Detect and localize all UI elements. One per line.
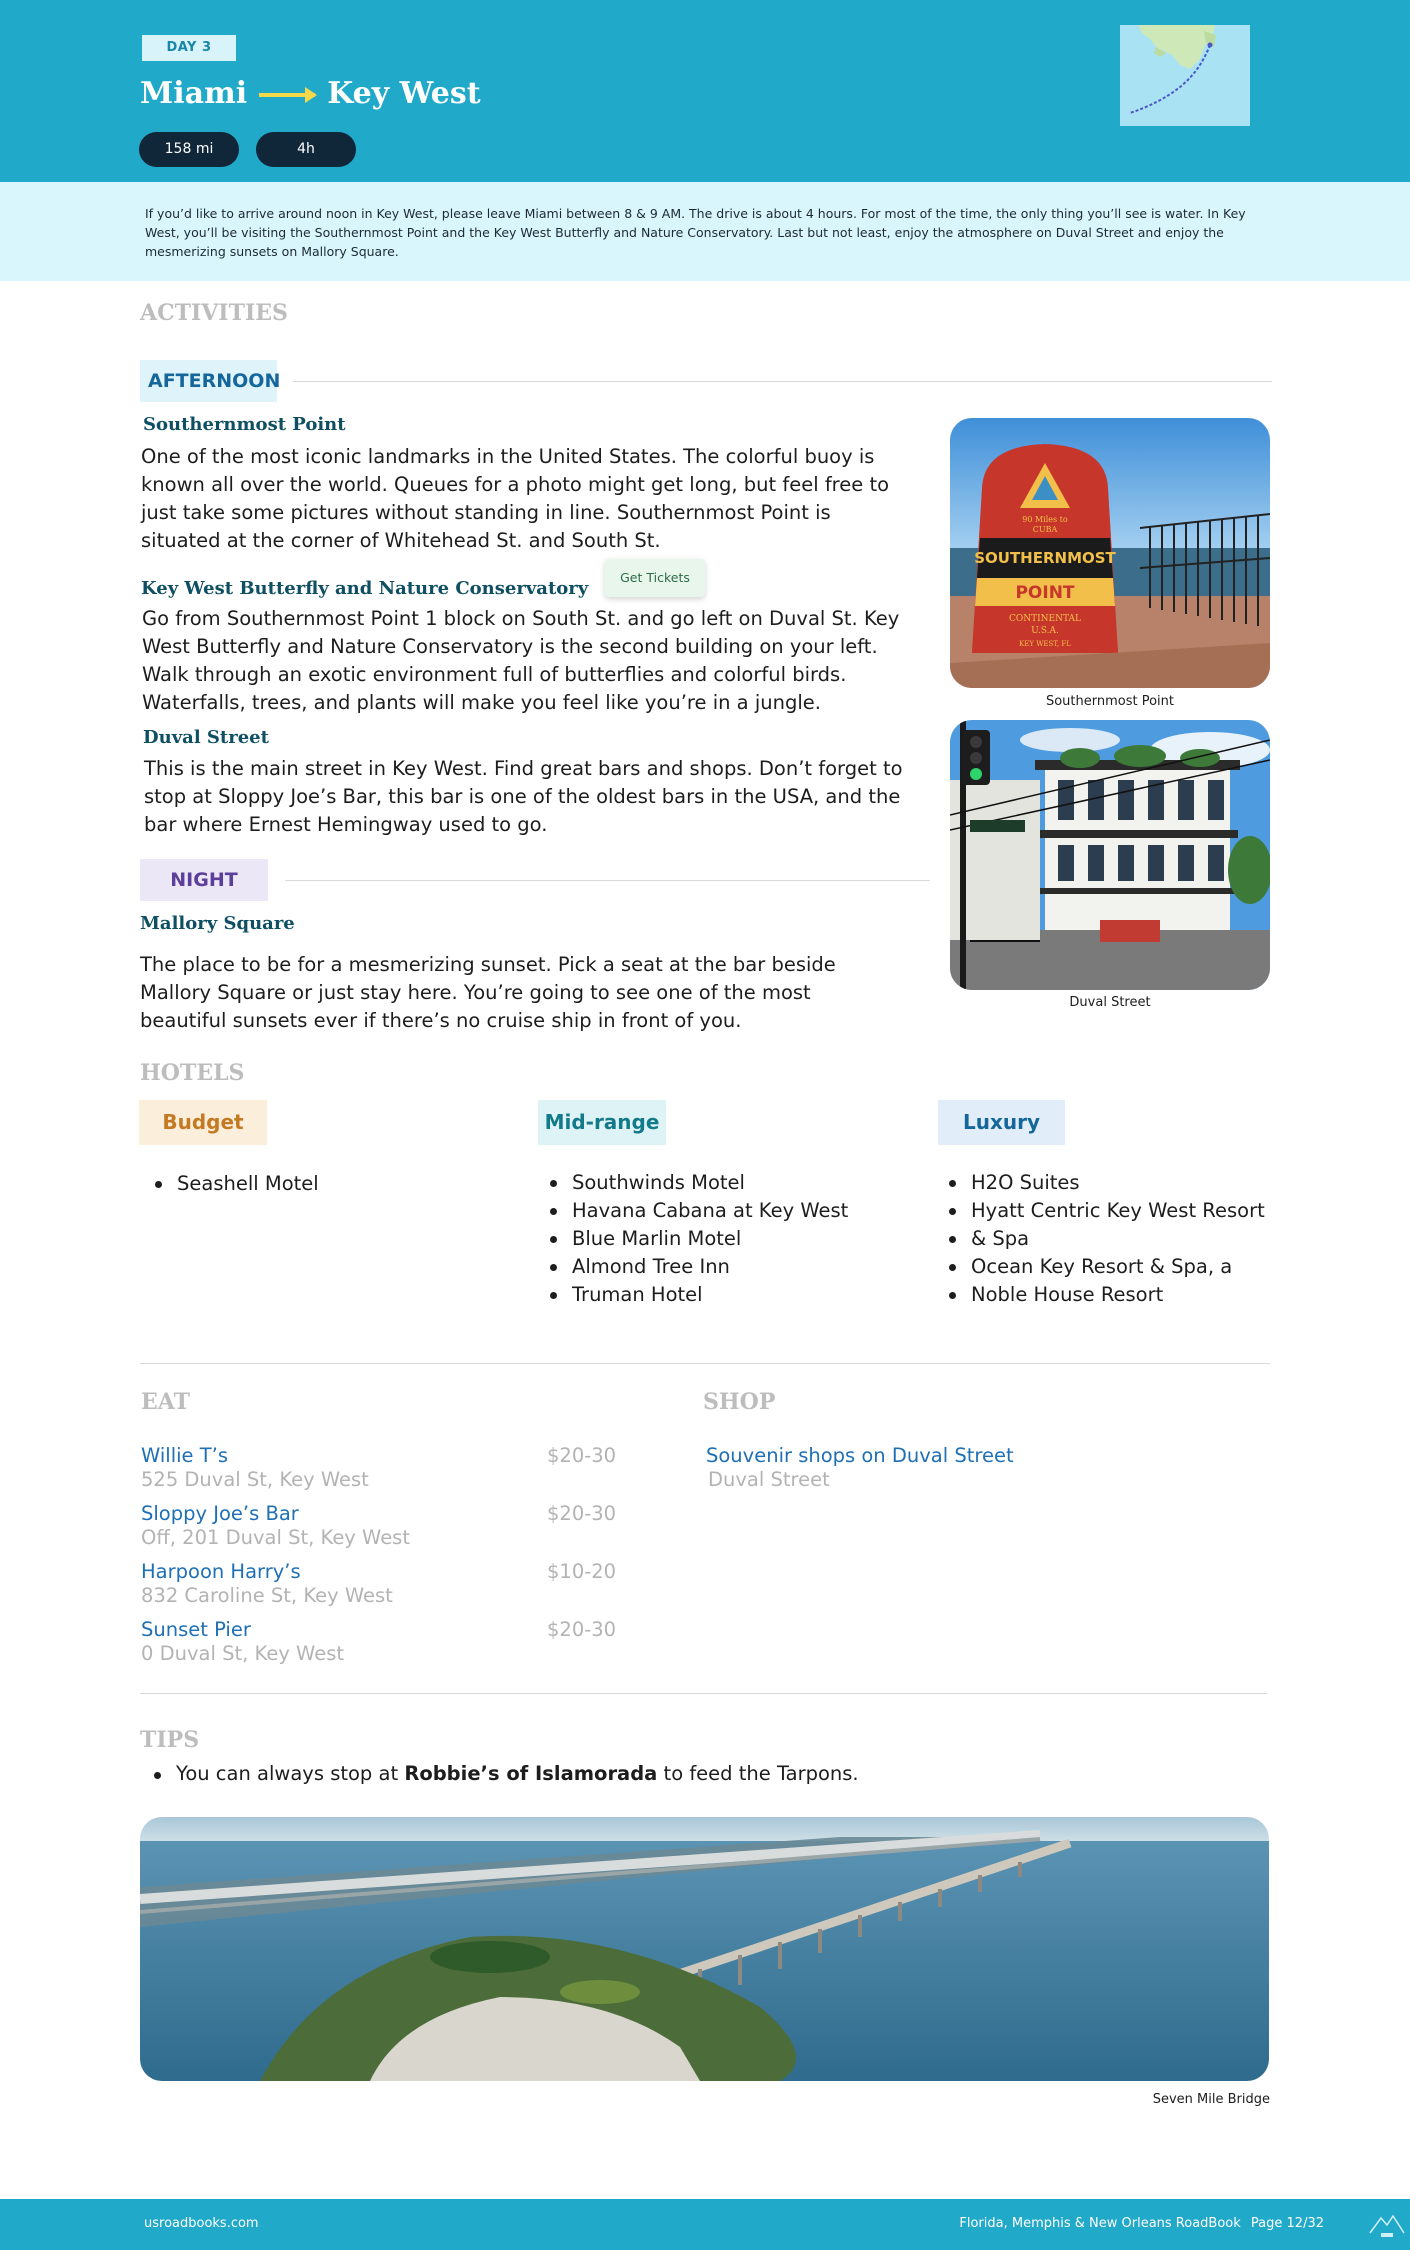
southernmost-point-photo	[950, 418, 1270, 688]
hotels-divider	[140, 1363, 1270, 1364]
budget-hotel-list	[153, 1170, 453, 1198]
activity-title-mallory: Mallory Square	[140, 913, 295, 934]
eat-heading: EAT	[141, 1389, 191, 1415]
night-divider	[285, 880, 930, 881]
restaurant-link[interactable]: Willie T’s	[141, 1444, 228, 1467]
activity-body-mallory: The place to be for a mesmerizing sunset. Pick a seat at the bar beside Mallory Square or just stay here. You’re going to see one of the most beautiful sunsets ever if there’s no cruise ship in front of you.	[140, 953, 836, 1032]
activity-body-butterfly: Go from Southernmost Point 1 block on South St. and go left on Duval St. Key West Butterfly and Nature Conservatory is the second building on your left. Walk through an exotic environment full of butterflies and colorful birds. Waterfalls, trees, and plants will make you feel like you’re in a jungle.	[142, 607, 900, 714]
restaurant-link[interactable]: Harpoon Harry’s	[141, 1560, 301, 1583]
restaurant-link[interactable]: Sunset Pier	[141, 1618, 251, 1641]
activities-heading: ACTIVITIES	[140, 300, 288, 326]
hotel-item[interactable]: Seashell Motel	[153, 1170, 453, 1198]
restaurant-address: 525 Duval St, Key West	[141, 1468, 369, 1491]
footer-book-title: Florida, Memphis & New Orleans RoadBook	[959, 2216, 1241, 2231]
eat-shop-divider	[140, 1693, 1267, 1694]
route-destination: Key West	[327, 75, 481, 111]
duval-street-caption: Duval Street	[1069, 995, 1151, 1010]
page-footer	[0, 2199, 1410, 2250]
night-label: NIGHT	[140, 859, 268, 901]
buoy-text-5: CONTINENTAL	[1008, 614, 1082, 624]
activity-body-duval: This is the main street in Key West. Find great bars and shops. Don’t forget to stop at Sloppy Joe’s Bar, this bar is one of the oldest bars in the USA, and the bar where Ernest Hemingway used to go.	[144, 757, 903, 836]
restaurant-price: $20-30	[547, 1502, 617, 1525]
tips-heading: TIPS	[140, 1727, 200, 1753]
restaurant-address: 0 Duval St, Key West	[141, 1642, 344, 1665]
footer-page-number: Page 12/32	[1250, 2216, 1324, 2231]
duration-badge: 4h	[256, 132, 356, 167]
restaurant-address: 832 Caroline St, Key West	[141, 1584, 393, 1607]
intro-text: If you’d like to arrive around noon in Key West, please leave Miami between 8 & 9 AM. The drive is about 4 hours. For most of the time, the only thing you’ll see is water. In Key West, you’ll be visiting the Southernmost Point and the Key West Butterfly and Nature Conservatory. Last but not least, enjoy the atmosphere on Duval Street and enjoy the mesmerizing sunsets on Mallory Square.	[145, 206, 1246, 259]
mid-range-hotel-list	[548, 1169, 908, 1309]
restaurant-price: $20-30	[547, 1618, 617, 1641]
activity-title-southernmost: Southernmost Point	[143, 414, 346, 435]
hotel-item[interactable]: Ocean Key Resort & Spa, a	[947, 1253, 1287, 1281]
tip-item	[140, 1762, 859, 1785]
route-map-thumbnail[interactable]	[1120, 25, 1250, 126]
tip-text-after: to feed the Tarpons.	[657, 1762, 859, 1785]
buoy-text-7: KEY WEST, FL	[1019, 640, 1071, 648]
luxury-tier-label: Luxury	[938, 1100, 1065, 1145]
activity-title-duval: Duval Street	[143, 727, 269, 748]
hotel-item[interactable]: H2O Suites	[947, 1169, 1287, 1197]
hotel-item-continued[interactable]	[947, 1281, 1287, 1309]
day-badge: DAY 3	[142, 35, 236, 61]
hotel-item[interactable]: Almond Tree Inn	[548, 1253, 908, 1281]
hotel-item[interactable]: Blue Marlin Motel	[548, 1225, 908, 1253]
mountain-logo-icon	[1368, 2209, 1406, 2239]
restaurant-price: $10-20	[547, 1560, 617, 1583]
seven-mile-bridge-caption: Seven Mile Bridge	[1152, 2092, 1270, 2107]
mid-range-tier-label: Mid-range	[538, 1100, 666, 1145]
distance-badge: 158 mi	[139, 132, 239, 167]
luxury-hotel-list	[947, 1169, 1287, 1309]
hotel-item[interactable]: Hyatt Centric Key West Resort	[947, 1197, 1287, 1225]
shop-heading: SHOP	[703, 1389, 776, 1415]
hotel-item[interactable]: Truman Hotel	[548, 1281, 908, 1309]
hotel-item[interactable]: Havana Cabana at Key West	[548, 1197, 908, 1225]
intro-panel	[0, 182, 1410, 281]
activity-title-butterfly: Key West Butterfly and Nature Conservatory	[141, 578, 589, 599]
afternoon-label: AFTERNOON	[140, 360, 277, 402]
afternoon-divider	[293, 381, 1272, 382]
shop-link[interactable]: Souvenir shops on Duval Street	[706, 1444, 1014, 1467]
shop-address: Duval Street	[708, 1468, 830, 1491]
buoy-text-3: SOUTHERNMOST	[974, 549, 1116, 567]
route-origin: Miami	[140, 75, 248, 111]
hotel-item-continuation: Noble House Resort	[971, 1283, 1164, 1306]
buoy-text-6: U.S.A.	[1031, 626, 1059, 636]
duval-street-photo	[950, 720, 1270, 990]
hotel-item-continued[interactable]	[947, 1225, 1287, 1253]
day-header	[0, 0, 1410, 182]
seven-mile-bridge-photo	[140, 1817, 1269, 2081]
arrow-right-icon	[259, 93, 315, 97]
hotel-item[interactable]: Southwinds Motel	[548, 1169, 908, 1197]
footer-site-link[interactable]: usroadbooks.com	[144, 2216, 259, 2231]
budget-tier-label: Budget	[139, 1100, 267, 1145]
hotel-item-continuation: & Spa	[971, 1227, 1030, 1250]
route-title	[140, 70, 481, 116]
tip-highlight: Robbie’s of Islamorada	[404, 1762, 658, 1785]
activity-body-southernmost: One of the most iconic landmarks in the United States. The colorful buoy is known all over the world. Queues for a photo might get long, but feel free to just take some pictures without standing in line. Southernmost Point is situated at the corner of Whitehead St. and South St.	[141, 445, 890, 552]
footer-book-info	[959, 2216, 1324, 2231]
tip-text-before: You can always stop at	[176, 1762, 405, 1785]
buoy-text-2: CUBA	[1032, 525, 1058, 534]
buoy-text-1: 90 Miles to	[1022, 515, 1068, 524]
restaurant-address: Off, 201 Duval St, Key West	[141, 1526, 410, 1549]
get-tickets-button[interactable]: Get Tickets	[605, 559, 705, 597]
restaurant-link[interactable]: Sloppy Joe’s Bar	[141, 1502, 299, 1525]
hotels-heading: HOTELS	[140, 1060, 245, 1086]
restaurant-price: $20-30	[547, 1444, 617, 1467]
southernmost-point-caption: Southernmost Point	[1045, 694, 1175, 709]
buoy-text-4: POINT	[1015, 583, 1075, 603]
